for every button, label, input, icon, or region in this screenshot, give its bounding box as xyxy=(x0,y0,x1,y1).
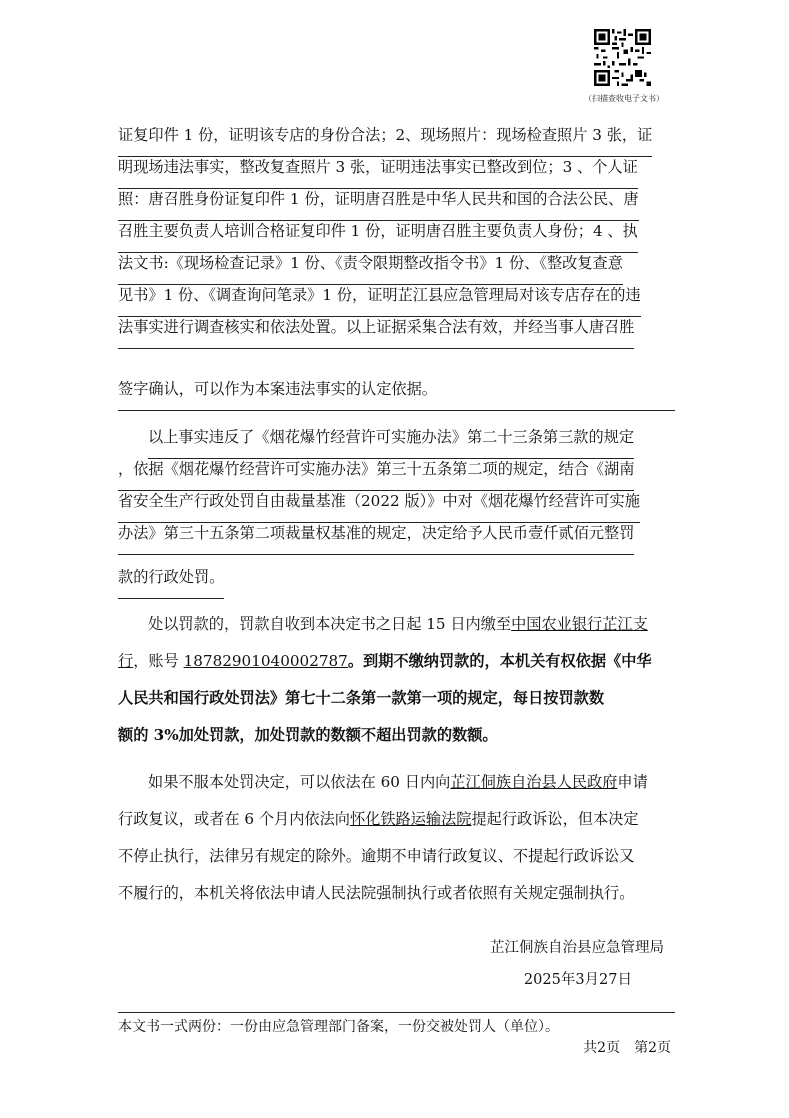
violation-line: 省安全生产行政处罚自由裁量基准（2022 版）》中对《烟花爆竹经营许可实施 xyxy=(118,486,640,523)
violation-line: 款的行政处罚。 xyxy=(118,562,224,599)
government-name: 芷江侗族自治县人民政府 xyxy=(450,773,618,791)
evidence-line: 明现场违法事实，整改复查照片 3 张，证明违法事实已整改到位；3 、个人证 xyxy=(118,152,638,189)
payment-line-4: 额的 3%加处罚款，加处罚款的数额不超出罚款的数额。 xyxy=(118,726,498,744)
appeal-text: 如果不服本处罚决定，可以依法在 60 日内向 xyxy=(148,773,451,791)
bank-name: 中国农业银行芷江支 xyxy=(511,615,648,633)
footer-note: 本文书一式两份：一份由应急管理部门备案，一份交被处罚人（单位）。 xyxy=(118,1019,559,1035)
payment-prefix: 处以罚款的，罚款自收到本决定书之日起 15 日内缴至 xyxy=(148,615,512,633)
penalty-warning: 。到期不缴纳罚款的，本机关有权依据《中华 xyxy=(347,652,652,670)
violation-line: 以上事实违反了《烟花爆竹经营许可实施办法》第二十三条第三款的规定 xyxy=(148,422,634,459)
account-label: ，账号 xyxy=(133,652,184,670)
evidence-line: 法文书:《现场检查记录》1 份、《责令限期整改指令书》1 份、《整改复查意 xyxy=(118,248,623,285)
court-name: 怀化铁路运输法院 xyxy=(349,810,472,828)
issue-date: 2025年3月27日 xyxy=(523,972,632,988)
appeal-text: 行政复议，或者在 6 个月内依法向 xyxy=(118,810,350,828)
appeal-text: 申请 xyxy=(617,773,648,791)
bank-name-cont: 行 xyxy=(118,652,134,670)
violation-line: 办法》第三十五条第二项裁量权基准的规定，决定给予人民币壹仟贰佰元整罚 xyxy=(118,518,634,555)
issuing-agency: 芷江侗族自治县应急管理局 xyxy=(490,940,664,956)
appeal-text: 提起行政诉讼，但本决定 xyxy=(471,810,639,828)
payment-line-2 xyxy=(118,646,652,676)
violation-line: ，依据《烟花爆竹经营许可实施办法》第三十五条第二项的规定，结合《湖南 xyxy=(118,454,634,491)
appeal-line-1 xyxy=(148,767,648,797)
appeal-line-2 xyxy=(118,804,639,834)
evidence-line: 照：唐召胜身份证复印件 1 份，证明唐召胜是中华人民共和国的合法公民、唐 xyxy=(118,184,639,221)
payment-line-1 xyxy=(148,609,648,639)
evidence-line: 证复印件 1 份，证明该专店的身份合法；2、现场照片：现场检查照片 3 张，证 xyxy=(118,120,652,157)
evidence-line: 见书》1 份、《调查询问笔录》1 份，证明芷江县应急管理局对该专店存在的违 xyxy=(118,280,641,317)
page-number: 共2页 第2页 xyxy=(583,1040,671,1056)
evidence-line: 法事实进行调查核实和依法处置。以上证据采集合法有效，并经当事人唐召胜 xyxy=(118,312,634,349)
qr-caption: （扫描查收电子文书） xyxy=(584,94,664,103)
qr-code xyxy=(594,29,651,86)
evidence-line: 召胜主要负责人培训合格证复印件 1 份，证明唐召胜主要负责人身份；4 、执 xyxy=(118,216,638,253)
evidence-line: 签字确认，可以作为本案违法事实的认定依据。 xyxy=(118,374,675,411)
footer-rule xyxy=(118,1012,675,1013)
appeal-line-3: 不停止执行，法律另有规定的除外。逾期不申请行政复议、不提起行政诉讼又 xyxy=(118,847,635,865)
appeal-line-4: 不履行的，本机关将依法申请人民法院强制执行或者依照有关规定强制执行。 xyxy=(118,884,635,902)
payment-line-3: 人民共和国行政处罚法》第七十二条第一款第一项的规定，每日按罚款数 xyxy=(118,689,604,707)
account-number: 18782901040002787 xyxy=(183,652,348,670)
